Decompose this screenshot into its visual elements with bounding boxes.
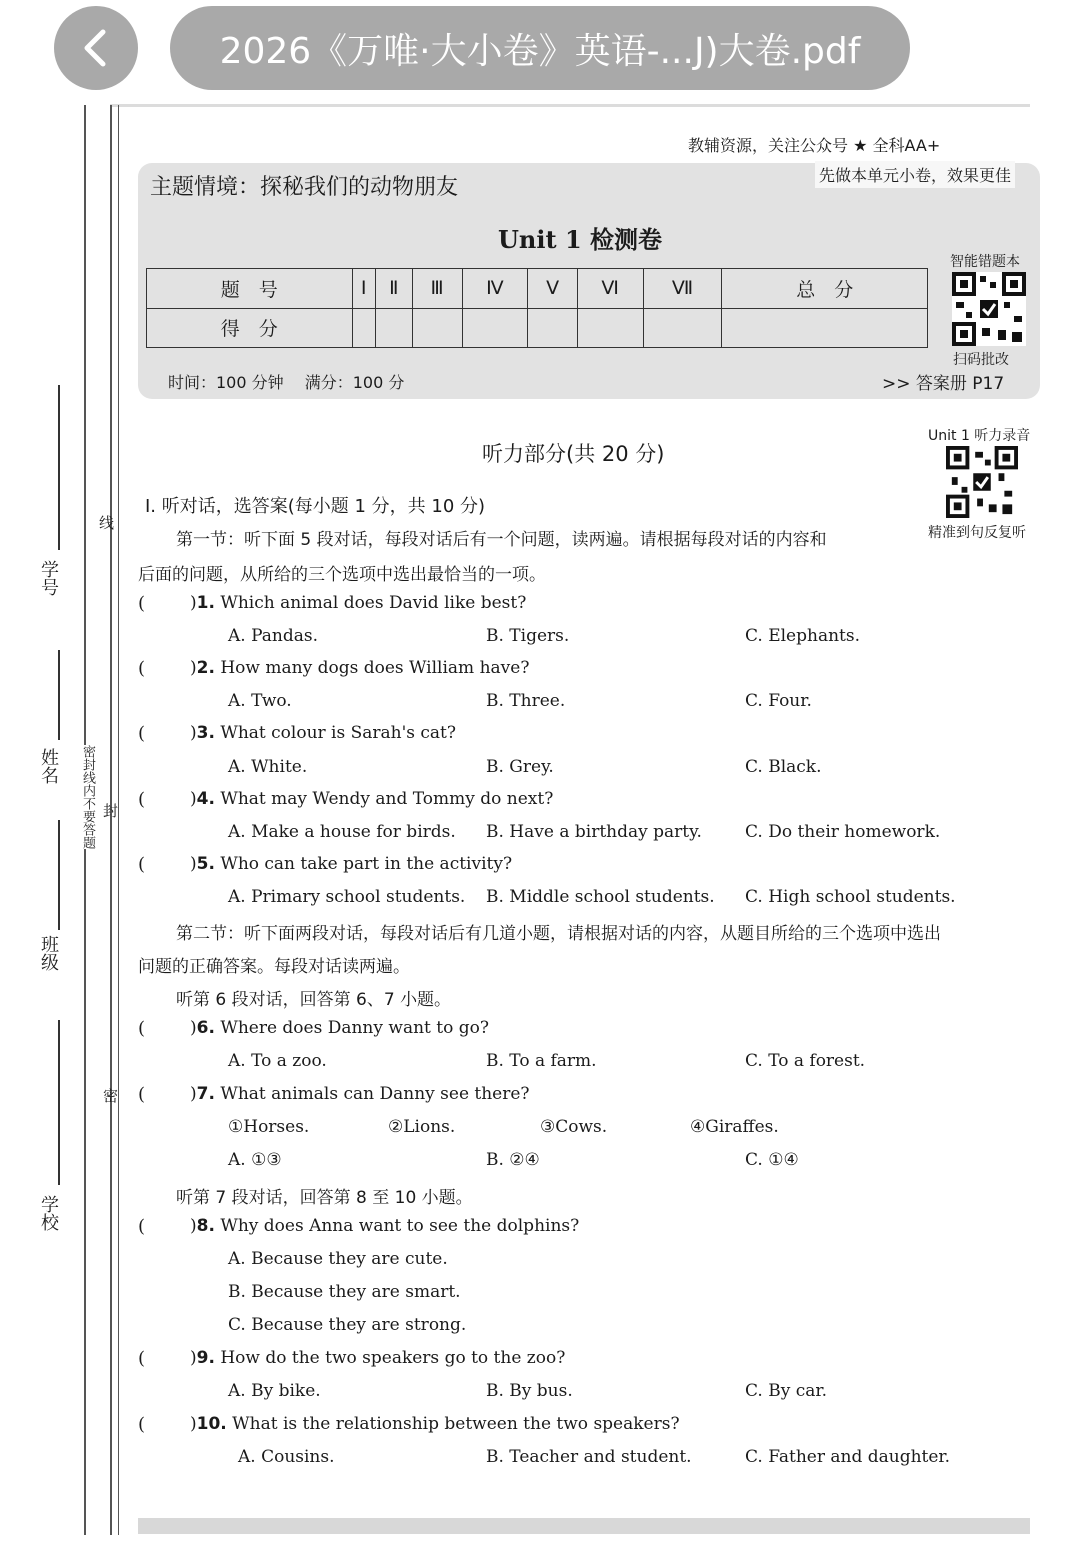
option-a[interactable]: A. To a zoo. bbox=[228, 1051, 327, 1071]
time-info: 时间：100 分钟 满分：100 分 bbox=[168, 373, 405, 392]
question: )3. What colour is Sarah's cat? bbox=[190, 723, 457, 743]
name-label: 姓名 bbox=[38, 748, 59, 784]
score-table-header-row bbox=[147, 269, 928, 309]
option-b[interactable]: B. Middle school students. bbox=[486, 887, 715, 907]
choice-item: ③Cows. bbox=[540, 1117, 608, 1137]
score-cell: Ⅳ bbox=[462, 269, 528, 309]
viewer-top-bar bbox=[0, 0, 1080, 100]
audio-qr-code-icon[interactable] bbox=[946, 446, 1018, 518]
score-cell: Ⅰ bbox=[352, 269, 375, 309]
choice-item: ④Giraffes. bbox=[690, 1117, 779, 1137]
question: )7. What animals can Danny see there? bbox=[190, 1084, 530, 1104]
score-cell: 得 分 bbox=[147, 308, 353, 348]
back-button[interactable] bbox=[54, 6, 138, 90]
option-c[interactable]: C. ①④ bbox=[745, 1150, 799, 1170]
score-table bbox=[146, 268, 928, 348]
binding-line-3 bbox=[118, 105, 119, 1535]
option-b[interactable]: B. Grey. bbox=[486, 757, 554, 777]
student-no-line bbox=[58, 385, 60, 550]
option-c[interactable]: C. Elephants. bbox=[745, 626, 860, 646]
question: )5. Who can take part in the activity? bbox=[190, 854, 513, 874]
answer-reference: >> 答案册 P17 bbox=[882, 374, 1005, 394]
option-a[interactable]: A. By bike. bbox=[228, 1381, 321, 1401]
option-c[interactable]: C. To a forest. bbox=[745, 1051, 866, 1071]
option-a[interactable]: A. Cousins. bbox=[238, 1447, 335, 1467]
option-a[interactable]: A. Pandas. bbox=[228, 626, 318, 646]
instruction-line: 问题的正确答案。每段对话读两遍。 bbox=[138, 957, 410, 977]
school-label: 学校 bbox=[38, 1195, 59, 1231]
tip-text: 先做本单元小卷，效果更佳 bbox=[815, 161, 1015, 188]
question: )9. How do the two speakers go to the zoo? bbox=[190, 1348, 566, 1368]
promo-text: 教辅资源，关注公众号 ★ 全科AA+ bbox=[688, 136, 941, 155]
option-c[interactable]: C. Father and daughter. bbox=[745, 1447, 951, 1467]
question: )2. How many dogs does William have? bbox=[190, 658, 530, 678]
qr-code-icon[interactable] bbox=[952, 272, 1026, 346]
option-b[interactable]: B. Because they are smart. bbox=[228, 1282, 461, 1302]
choice-item: ②Lions. bbox=[388, 1117, 456, 1137]
instruction-line: 第一节：听下面 5 段对话，每段对话后有一个问题，读两遍。请根据每段对话的内容和 bbox=[176, 530, 827, 550]
question: )8. Why does Anna want to see the dolphins? bbox=[190, 1216, 580, 1236]
audio-qr-label-top: Unit 1 听力录音 bbox=[928, 428, 1031, 444]
option-c[interactable]: C. High school students. bbox=[745, 887, 956, 907]
student-no-label: 学号 bbox=[38, 560, 59, 596]
seal-feng: 封 bbox=[101, 803, 119, 818]
part-title: Ⅰ. 听对话，选答案(每小题 1 分，共 10 分) bbox=[145, 496, 486, 517]
section-title: 听力部分(共 20 分) bbox=[482, 442, 665, 466]
theme-title: 主题情境：探秘我们的动物朋友 bbox=[150, 175, 459, 200]
option-a[interactable]: A. Because they are cute. bbox=[228, 1249, 448, 1269]
unit-title: Unit 1 检测卷 bbox=[498, 225, 662, 254]
binding-line-2 bbox=[110, 105, 112, 1535]
option-b[interactable]: B. Tigers. bbox=[486, 626, 570, 646]
qr-label-top: 智能错题本 bbox=[950, 254, 1020, 270]
class-line bbox=[58, 820, 60, 930]
option-b[interactable]: B. Three. bbox=[486, 691, 566, 711]
qr-label-bottom: 扫码批改 bbox=[953, 352, 1009, 368]
question: )10. What is the relationship between the two speakers? bbox=[190, 1414, 680, 1434]
dialog-instruction: 听第 6 段对话，回答第 6、7 小题。 bbox=[176, 990, 452, 1010]
seal-xian: 线 bbox=[97, 515, 115, 530]
score-cell: Ⅲ bbox=[412, 269, 462, 309]
option-b[interactable]: B. Have a birthday party. bbox=[486, 822, 702, 842]
question: )6. Where does Danny want to go? bbox=[190, 1018, 489, 1038]
option-b[interactable]: B. ②④ bbox=[486, 1150, 540, 1170]
dialog-instruction: 听第 7 段对话，回答第 8 至 10 小题。 bbox=[176, 1188, 473, 1208]
option-c[interactable]: C. Four. bbox=[745, 691, 812, 711]
question: )1. Which animal does David like best? bbox=[190, 593, 527, 613]
option-c[interactable]: C. Because they are strong. bbox=[228, 1315, 467, 1335]
option-a[interactable]: A. ①③ bbox=[228, 1150, 282, 1170]
seal-note: 密封线内不要答题 bbox=[80, 745, 95, 849]
option-a[interactable]: A. Primary school students. bbox=[228, 887, 466, 907]
name-line bbox=[58, 650, 60, 740]
score-cell: Ⅴ bbox=[528, 269, 578, 309]
top-divider bbox=[110, 104, 1030, 107]
document-title[interactable]: 2026《万唯·大小卷》英语-...J)大卷.pdf bbox=[170, 6, 910, 90]
question: )4. What may Wendy and Tommy do next? bbox=[190, 789, 554, 809]
option-c[interactable]: C. By car. bbox=[745, 1381, 828, 1401]
option-c[interactable]: C. Do their homework. bbox=[745, 822, 941, 842]
option-a[interactable]: A. Two. bbox=[228, 691, 292, 711]
option-c[interactable]: C. Black. bbox=[745, 757, 822, 777]
option-b[interactable]: B. Teacher and student. bbox=[486, 1447, 692, 1467]
option-b[interactable]: B. By bus. bbox=[486, 1381, 573, 1401]
instruction-line: 第二节：听下面两段对话，每段对话后有几道小题，请根据对话的内容，从题目所给的三个选项中选出 bbox=[176, 924, 941, 944]
audio-qr-label-bottom: 精准到句反复听 bbox=[928, 525, 1026, 541]
school-line bbox=[58, 1020, 60, 1185]
score-cell: 题 号 bbox=[147, 269, 353, 309]
score-cell: Ⅶ bbox=[643, 269, 722, 309]
score-cell: Ⅵ bbox=[577, 269, 643, 309]
score-cell: 总 分 bbox=[722, 269, 928, 309]
class-label: 班级 bbox=[38, 935, 59, 971]
chevron-left-icon bbox=[79, 28, 113, 68]
score-table-score-row bbox=[147, 308, 928, 348]
option-a[interactable]: A. White. bbox=[228, 757, 308, 777]
option-a[interactable]: A. Make a house for birds. bbox=[228, 822, 456, 842]
page-bottom-edge bbox=[138, 1518, 1030, 1534]
instruction-line: 后面的问题，从所给的三个选项中选出最恰当的一项。 bbox=[138, 565, 546, 585]
seal-mi: 密 bbox=[101, 1088, 119, 1103]
choice-item: ①Horses. bbox=[228, 1117, 310, 1137]
score-cell: Ⅱ bbox=[375, 269, 412, 309]
option-b[interactable]: B. To a farm. bbox=[486, 1051, 597, 1071]
